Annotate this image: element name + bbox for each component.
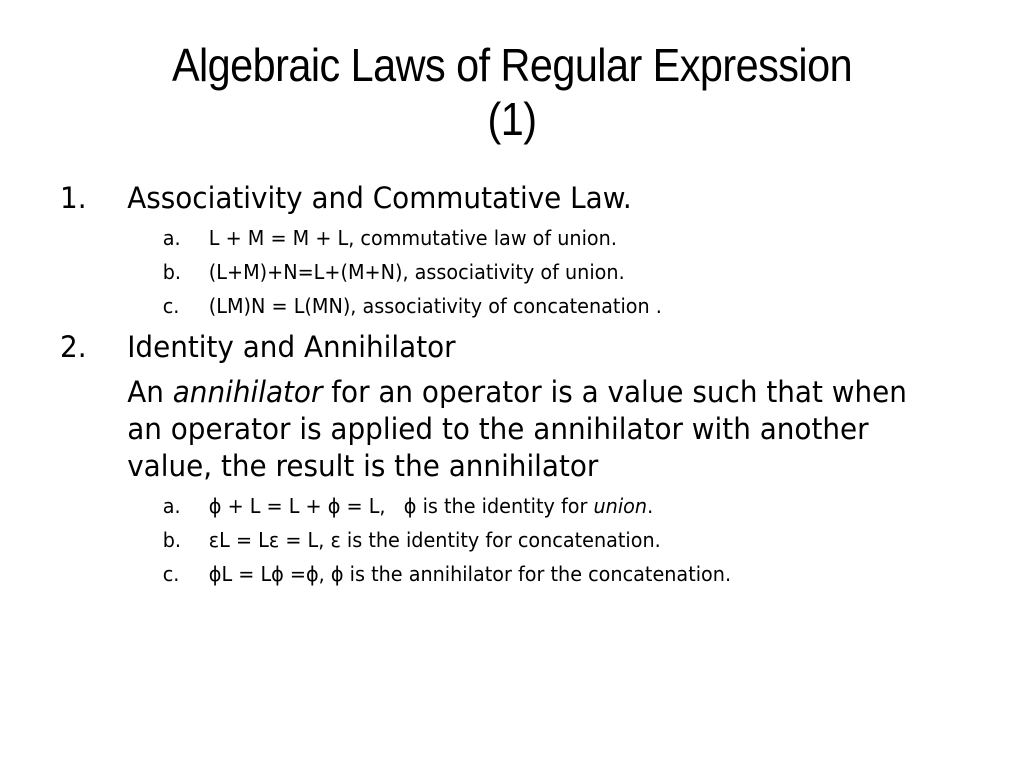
slide-body — [60, 180, 943, 597]
sublist-letter: b. — [162, 260, 182, 284]
sublist-item — [163, 557, 943, 591]
sublist-text: ϕL = Lϕ =ϕ, ϕ is the annihilator for the concatenation. — [208, 562, 732, 586]
sublist-text: (LM)N = L(MN), associativity of concatenation . — [208, 294, 662, 318]
sublist-item — [163, 523, 943, 557]
sublist-letter: c. — [162, 562, 180, 586]
sublist-text: εL = Lε = L, ε is the identity for concatenation. — [208, 528, 661, 552]
sublist-text-post: . — [647, 494, 654, 518]
sublist-1 — [60, 221, 943, 323]
list-heading: Associativity and Commutative Law. — [127, 181, 632, 215]
sublist-letter: b. — [162, 528, 182, 552]
sublist-text-pre: ϕ + L = L + ϕ = L, ϕ is the identity for — [208, 494, 594, 518]
sublist-text — [209, 489, 943, 523]
title-line-1: Algebraic Laws of Regular Expression — [171, 39, 853, 91]
sublist-item — [163, 489, 943, 523]
list-heading: Identity and Annihilator — [127, 330, 456, 364]
list-item-2 — [60, 329, 943, 366]
list-number: 2. — [60, 330, 87, 364]
slide-title — [87, 38, 937, 146]
sublist-letter: a. — [162, 494, 181, 518]
sublist-text-em: union — [593, 494, 648, 518]
sublist-text: L + M = M + L, commutative law of union. — [208, 226, 617, 250]
sublist-item — [163, 289, 943, 323]
definition-term: annihilator — [172, 375, 323, 409]
list-number: 1. — [60, 181, 87, 215]
sublist-letter: a. — [162, 226, 181, 250]
list-item-1 — [60, 180, 943, 217]
sublist-item — [163, 255, 943, 289]
definition-text-pre: An — [127, 375, 173, 409]
annihilator-definition — [127, 374, 943, 485]
sublist-text: (L+M)+N=L+(M+N), associativity of union. — [208, 260, 625, 284]
sublist-2 — [60, 489, 943, 591]
definition-text-post: for an operator is a value such that when an operator is applied to the annihilator with another value, the result is the annihilator — [127, 375, 907, 483]
sublist-item — [163, 221, 943, 255]
sublist-letter: c. — [162, 294, 180, 318]
title-line-2: (1) — [487, 93, 537, 145]
